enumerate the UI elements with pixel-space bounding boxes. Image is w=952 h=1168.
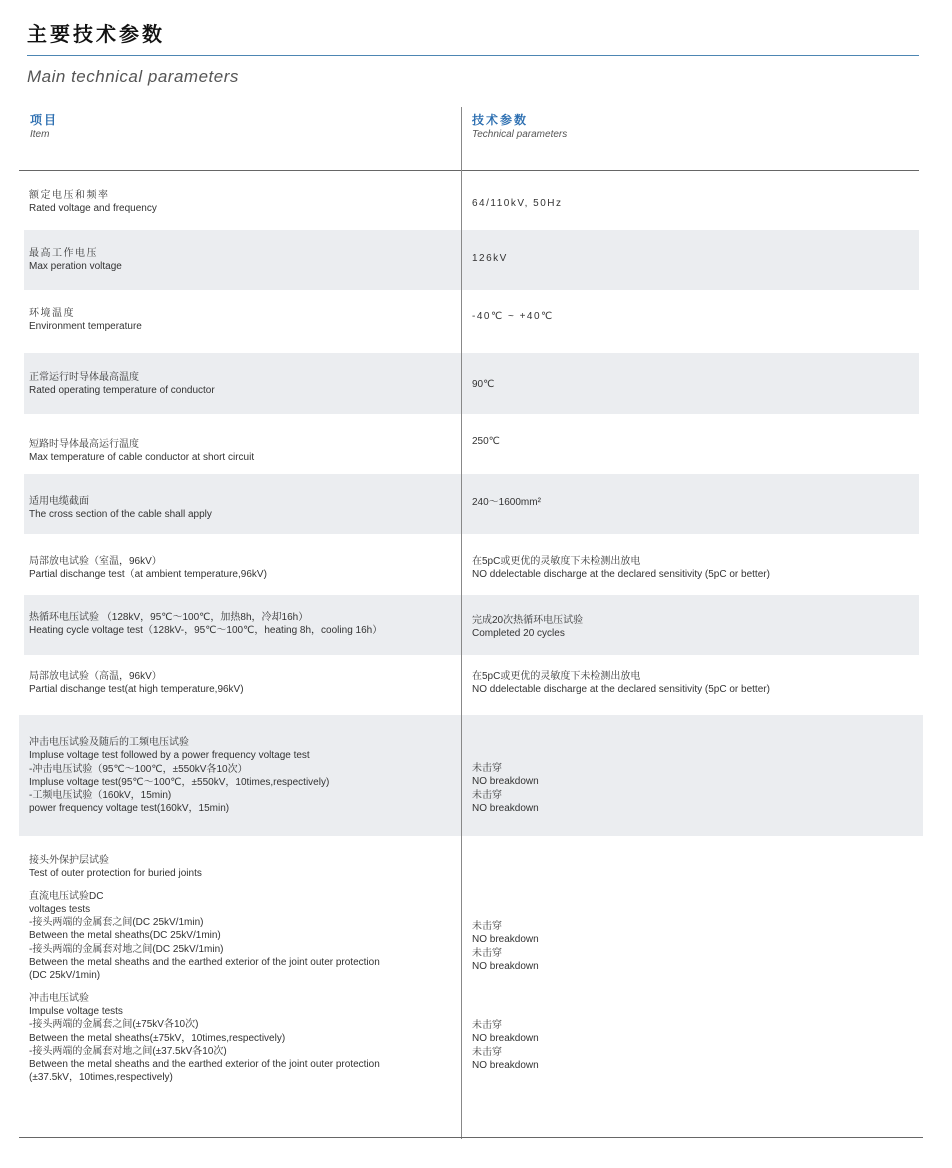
table-row-impulse [19, 715, 923, 836]
table-row [24, 414, 919, 474]
outer-dc-line: (DC 25kV/1min) [29, 970, 101, 982]
impulse-value: 未击穿 [472, 789, 502, 801]
row-label-en: Rated voltage and frequency [29, 203, 157, 215]
impulse-line: power frequency voltage test(160kV，15min) [29, 803, 230, 815]
title-divider [27, 55, 919, 56]
header-param [472, 113, 567, 142]
outer-imp-value: 未击穿 [472, 1020, 502, 1031]
outer-dc-line: 直流电压试验DC [29, 890, 104, 902]
outer-dc-value: 未击穿 [472, 947, 502, 959]
outer-title-en: Test of outer protection for buried joints [29, 868, 202, 880]
outer-imp-line: Between the metal sheaths and the earthed exterior of the joint outer protection [29, 1059, 380, 1071]
impulse-line: 冲击电压试验及随后的工频电压试验 [29, 737, 189, 748]
page-subtitle: Main technical parameters [27, 67, 239, 86]
row-value-cn: 在5pC或更优的灵敏度下未检测出放电 [472, 556, 641, 567]
table-row [24, 230, 919, 290]
table-row [24, 353, 919, 414]
row-value: 240～1600mm² [472, 497, 541, 508]
outer-imp-line: -接头两端的金属套之间(±75kV各10次) [29, 1019, 199, 1031]
row-label-cn: 局部放电试验（室温，96kV） [29, 556, 162, 567]
row-label-en: Partial dischange test（at ambient temperature,96kV) [29, 569, 267, 581]
row-label-cn: 局部放电试验（高温，96kV） [29, 671, 162, 682]
row-value-en: NO ddelectable discharge at the declared sensitivity (5pC or better) [472, 569, 770, 581]
row-value: 126kV [472, 253, 508, 264]
row-label-en: Partial dischange test(at high temperature,96kV) [29, 684, 244, 696]
column-divider [461, 107, 462, 1139]
table-row [24, 290, 919, 353]
row-value: 90℃ [472, 379, 495, 390]
outer-imp-line: 冲击电压试验 [29, 992, 89, 1004]
outer-dc-value: NO breakdown [472, 934, 539, 946]
outer-dc-line: -接头两端的金属套对地之间(DC 25kV/1min) [29, 943, 224, 955]
row-value-en: NO ddelectable discharge at the declared sensitivity (5pC or better) [472, 684, 770, 696]
outer-imp-value: NO breakdown [472, 1059, 539, 1071]
row-label-en: The cross section of the cable shall apply [29, 509, 212, 521]
row-label-cn: 正常运行时导体最高温度 [29, 372, 139, 383]
row-label-cn: 短路时导体最高运行温度 [29, 439, 139, 450]
outer-title-cn: 接头外保护层试验 [29, 855, 109, 866]
row-value: 64/110kV, 50Hz [472, 198, 563, 209]
impulse-line: -工频电压试验（160kV，15min) [29, 790, 172, 802]
impulse-line: -冲击电压试验（95℃～100℃，±550kV各10次） [29, 763, 248, 775]
row-value-cn: 完成20次热循环电压试验 [472, 615, 584, 626]
outer-dc-value: 未击穿 [472, 921, 502, 932]
header-item-en: Item [30, 129, 50, 140]
impulse-value: NO breakdown [472, 776, 539, 788]
table-row [24, 595, 919, 655]
row-value-cn: 在5pC或更优的灵敏度下未检测出放电 [472, 671, 641, 682]
row-label-en: Rated operating temperature of conductor [29, 385, 215, 397]
row-label-en: Environment temperature [29, 321, 142, 333]
outer-imp-line: Impulse voltage tests [29, 1005, 123, 1017]
row-value: 250℃ [472, 436, 500, 447]
outer-dc-line: Between the metal sheaths and the earthed exterior of the joint outer protection [29, 957, 380, 969]
table-row [24, 474, 919, 534]
outer-imp-line: Between the metal sheaths(±75kV，10times,respectively) [29, 1032, 286, 1044]
impulse-line: Impluse voltage test(95℃～100℃，±550kV，10times,respectively) [29, 776, 330, 788]
header-item [30, 113, 58, 142]
row-label-cn: 环境温度 [29, 308, 75, 319]
row-label-en: Max temperature of cable conductor at short circuit [29, 452, 255, 464]
table-row [24, 655, 919, 715]
row-label-en: Max peration voltage [29, 261, 122, 273]
header-param-en: Technical parameters [472, 129, 568, 140]
row-label-cn: 适用电缆截面 [29, 496, 89, 507]
outer-imp-line: (±37.5kV，10times,respectively) [29, 1072, 173, 1084]
outer-dc-line: -接头两端的金属套之间(DC 25kV/1min) [29, 917, 204, 929]
outer-imp-value: 未击穿 [472, 1046, 502, 1058]
table-row-outer-protection [19, 836, 923, 1136]
impulse-value: 未击穿 [472, 763, 502, 774]
outer-imp-value: NO breakdown [472, 1033, 539, 1045]
table-bottom-divider [19, 1137, 923, 1138]
row-value-en: Completed 20 cycles [472, 628, 565, 640]
outer-dc-line: Between the metal sheaths(DC 25kV/1min) [29, 930, 221, 942]
table-row [24, 171, 919, 230]
outer-dc-value: NO breakdown [472, 960, 539, 972]
table-row [24, 534, 919, 595]
row-label-cn: 热循环电压试验 （128kV，95℃～100℃，加热8h，冷却16h） [29, 612, 309, 623]
impulse-value: NO breakdown [472, 802, 539, 814]
outer-imp-line: -接头两端的金属套对地之间(±37.5kV各10次) [29, 1045, 227, 1057]
header-param-cn: 技术参数 [472, 113, 529, 127]
row-label-en: Heating cycle voltage test（128kV-，95℃～100℃，heating 8h，cooling 16h） [29, 625, 383, 637]
page-title: 主要技术参数 [27, 24, 165, 46]
row-label-cn: 最高工作电压 [29, 248, 98, 259]
row-value: -40℃ ~ +40℃ [472, 311, 554, 322]
header-item-cn: 项目 [30, 113, 59, 127]
outer-dc-line: voltages tests [29, 903, 91, 915]
impulse-line: Impluse voltage test followed by a power frequency voltage test [29, 750, 310, 762]
row-label-cn: 额定电压和频率 [29, 190, 110, 201]
